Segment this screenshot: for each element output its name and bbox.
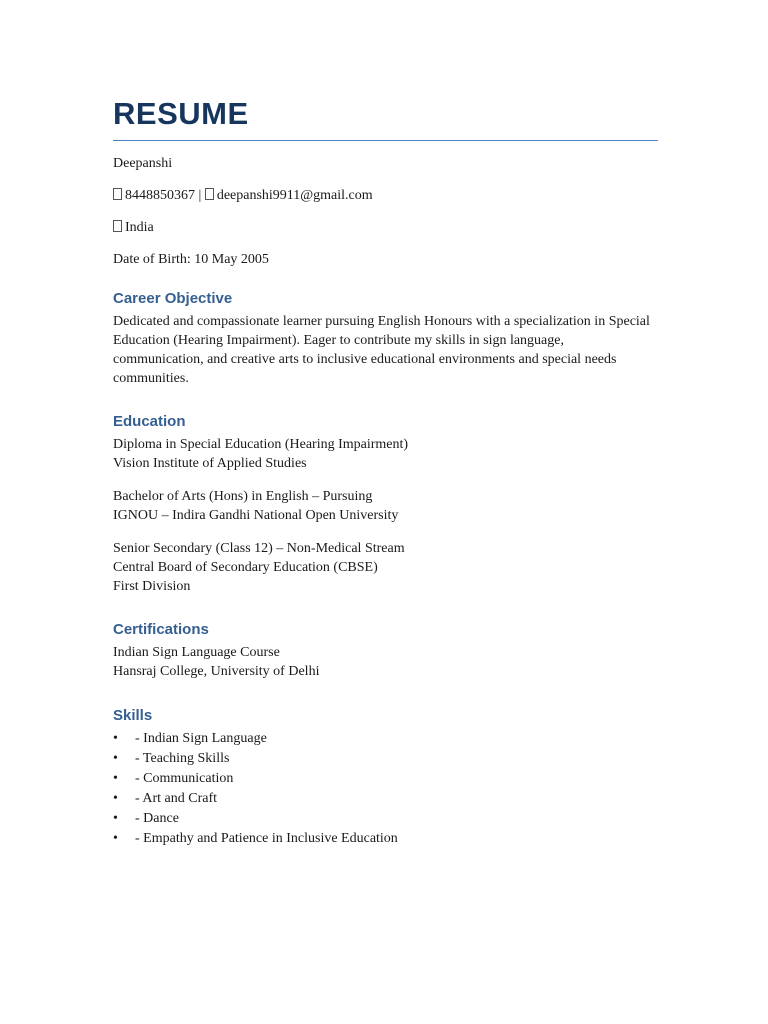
contact-block <box>113 155 658 269</box>
career-objective-section <box>113 289 658 388</box>
skill-text: - Communication <box>135 771 234 786</box>
phone-icon <box>113 188 122 200</box>
bullet-icon: • <box>113 831 118 846</box>
education-degree: Diploma in Special Education (Hearing Impairment) <box>113 437 409 452</box>
resume-content <box>113 94 658 849</box>
skill-text: - Art and Craft <box>135 791 218 806</box>
skills-list <box>113 729 658 849</box>
career-objective-text: Dedicated and compassionate learner pursuing English Honours with a specialization in Special Education (Hearing Impairment). Eager to contribute my skills in sign language, communication, and creative arts to inclusive educational environments and special needs communities. <box>113 314 650 386</box>
education-entry <box>113 539 658 596</box>
skill-text: - Dance <box>135 811 179 826</box>
skill-item <box>113 829 658 849</box>
certifications-section <box>113 620 658 681</box>
skills-heading: Skills <box>113 707 153 724</box>
email-address: deepanshi9911@gmail.com <box>216 188 373 203</box>
applicant-name: Deepanshi <box>113 156 173 171</box>
education-institution: Vision Institute of Applied Studies <box>113 456 307 471</box>
education-degree: Bachelor of Arts (Hons) in English – Pursuing <box>113 489 373 504</box>
education-degree: Senior Secondary (Class 12) – Non-Medical Stream <box>113 541 405 556</box>
skill-item <box>113 769 658 789</box>
location-text: India <box>125 220 154 235</box>
skill-item <box>113 789 658 809</box>
contact-line <box>113 187 658 205</box>
education-institution: Central Board of Secondary Education (CBSE) <box>113 560 378 575</box>
career-objective-heading: Career Objective <box>113 290 233 307</box>
skill-text: - Empathy and Patience in Inclusive Education <box>135 831 398 846</box>
education-entry <box>113 435 658 473</box>
bullet-icon: • <box>113 771 118 786</box>
skill-item <box>113 809 658 829</box>
email-icon <box>205 188 214 200</box>
certification-issuer: Hansraj College, University of Delhi <box>113 664 320 679</box>
education-entry <box>113 487 658 525</box>
education-grade: First Division <box>113 579 191 594</box>
bullet-icon: • <box>113 791 118 806</box>
contact-separator: | <box>198 188 202 203</box>
location-line <box>113 219 658 237</box>
bullet-icon: • <box>113 731 118 746</box>
skill-text: - Teaching Skills <box>135 751 230 766</box>
date-of-birth: Date of Birth: 10 May 2005 <box>113 252 269 267</box>
phone-number: 8448850367 <box>125 188 195 203</box>
location-icon <box>113 220 122 232</box>
bullet-icon: • <box>113 751 118 766</box>
skill-item <box>113 729 658 749</box>
education-institution: IGNOU – Indira Gandhi National Open University <box>113 508 399 523</box>
bullet-icon: • <box>113 811 118 826</box>
resume-title: RESUME <box>113 94 658 141</box>
skill-text: - Indian Sign Language <box>135 731 267 746</box>
skills-section <box>113 706 658 849</box>
education-heading: Education <box>113 413 186 430</box>
education-section <box>113 412 658 596</box>
certifications-heading: Certifications <box>113 621 209 638</box>
certification-name: Indian Sign Language Course <box>113 645 280 660</box>
skill-item <box>113 749 658 769</box>
